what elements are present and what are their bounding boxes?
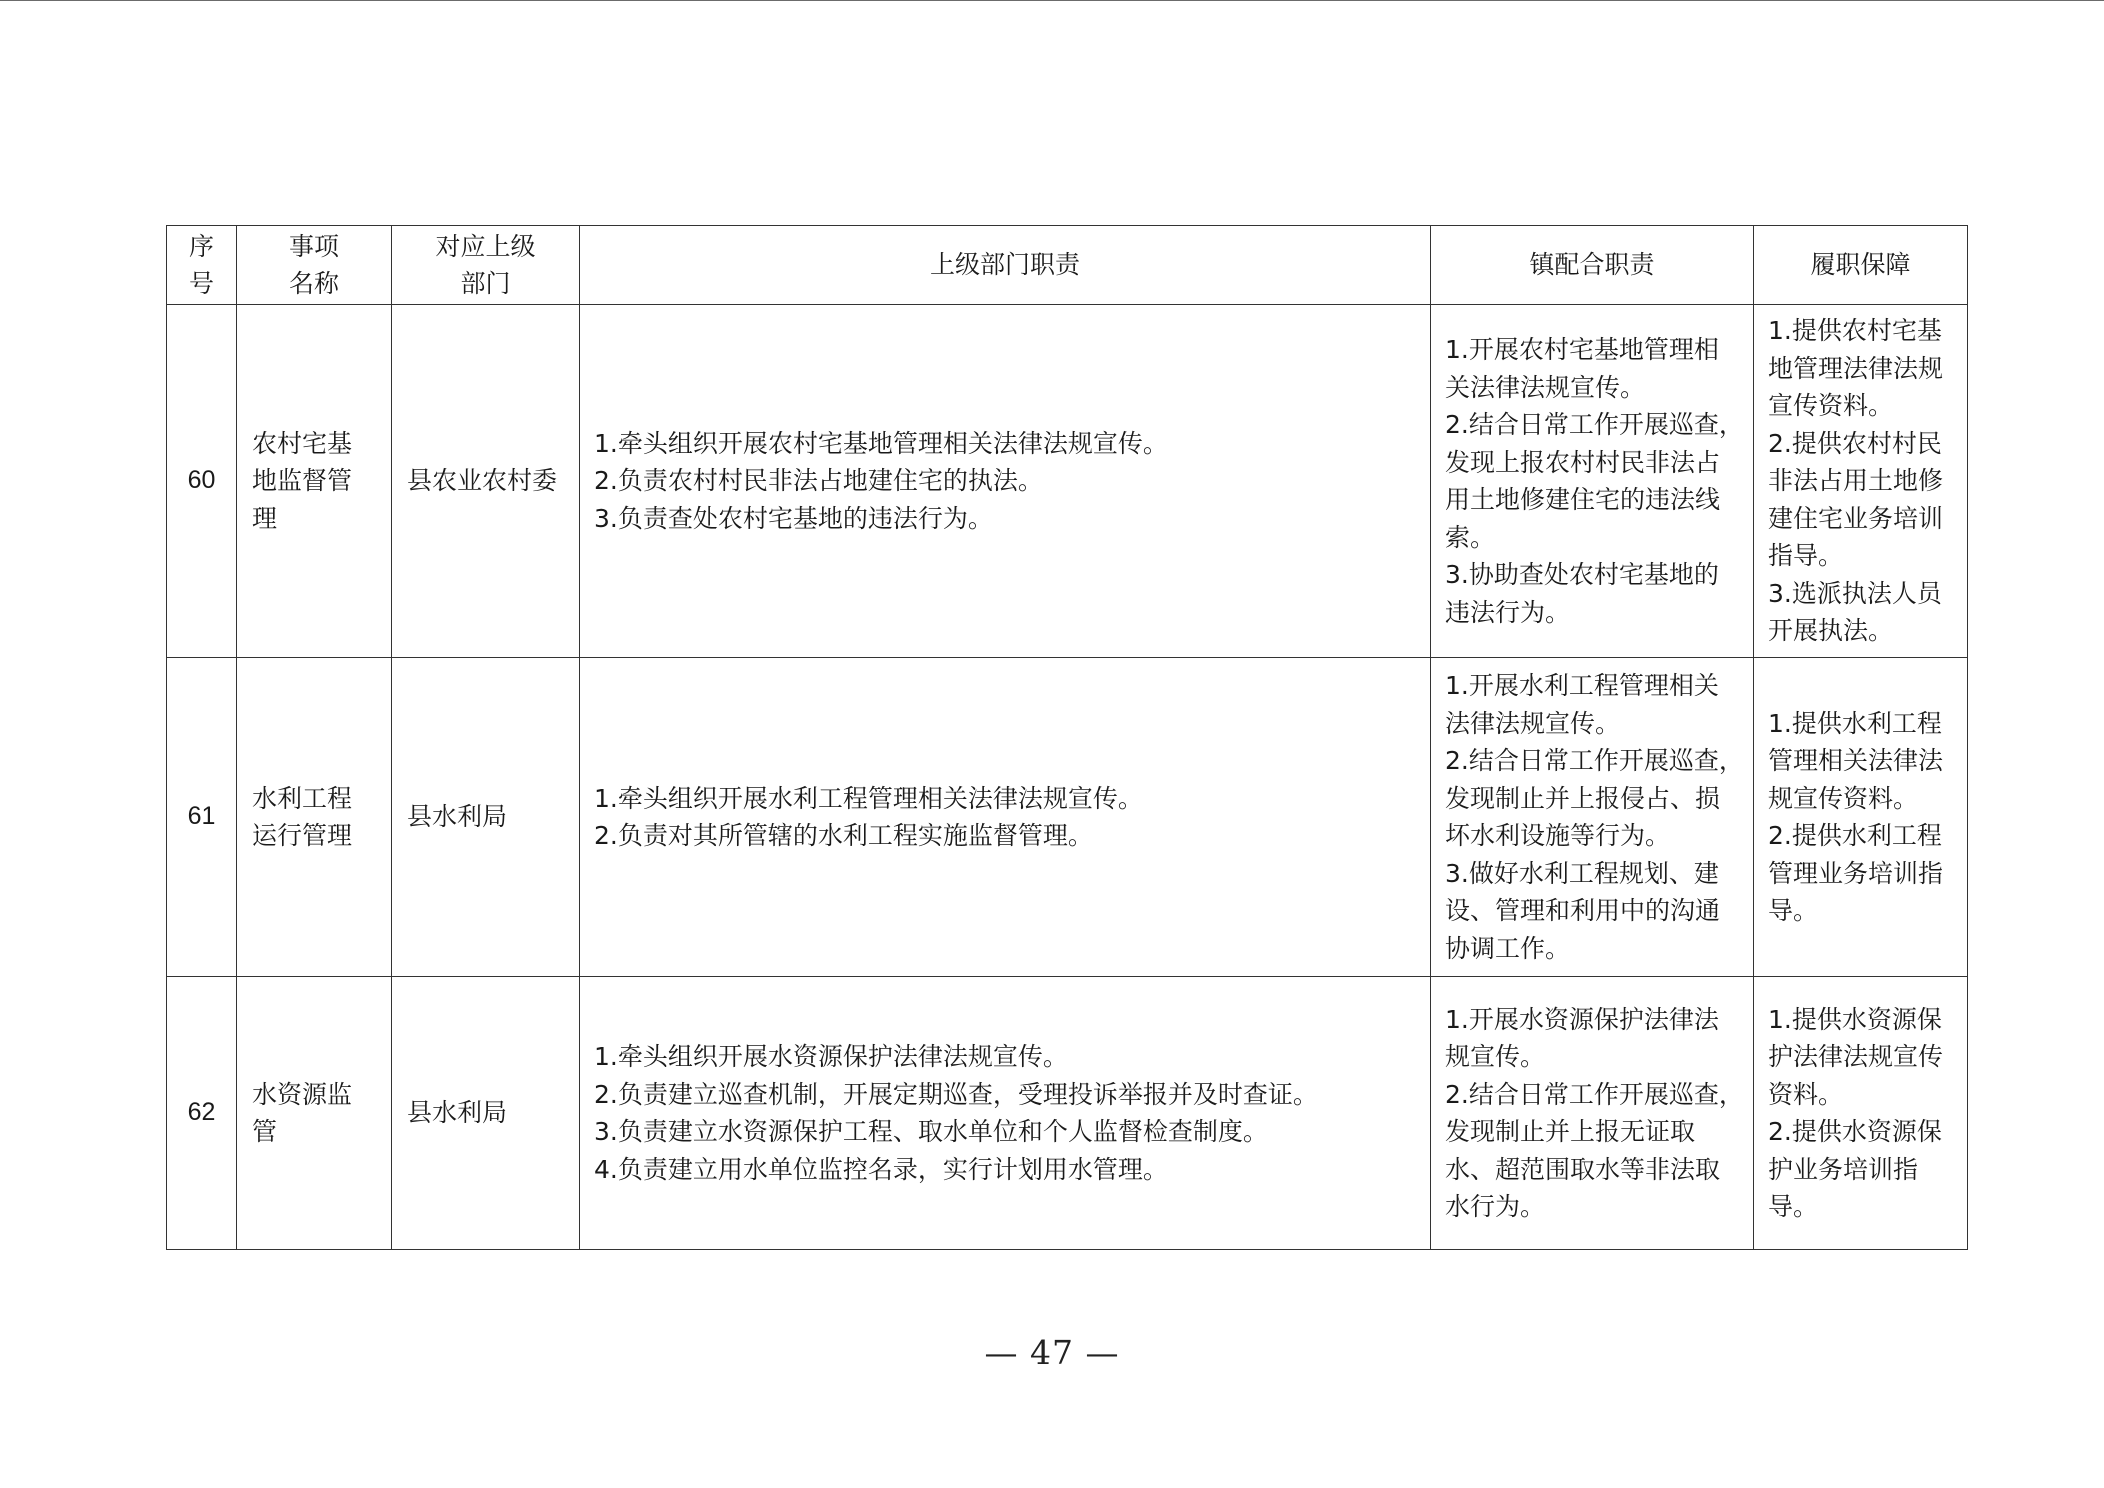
item-name-line: 农村宅基 xyxy=(252,428,353,458)
town-duty-line: 水行为。 xyxy=(1445,1192,1546,1221)
town-duty-line: 发现上报农村村民非法占 xyxy=(1445,447,1721,477)
superior-duty-item: 3.负责建立水资源保护工程、取水单位和个人监督检查制度。 xyxy=(594,1117,1268,1146)
town-duty-line: 违法行为。 xyxy=(1445,597,1571,627)
town-duty-line: 设、管理和利用中的沟通 xyxy=(1445,896,1721,925)
guarantee-line: 2.提供水利工程 xyxy=(1768,821,1942,850)
guarantee-line: 3.选派执法人员 xyxy=(1768,578,1942,608)
row-superior-department: 县水利局 xyxy=(392,658,580,977)
town-duty-line: 法律法规宣传。 xyxy=(1445,708,1621,738)
top-border-line xyxy=(0,0,2104,1)
header-superior-duties: 上级部门职责 xyxy=(580,226,1431,305)
guarantee-line: 地管理法律法规 xyxy=(1768,353,1944,383)
superior-duty-item: 4.负责建立用水单位监控名录，实行计划用水管理。 xyxy=(594,1154,1168,1184)
town-duty-line: 2.结合日常工作开展巡查， xyxy=(1445,746,1744,775)
town-duty-line: 用土地修建住宅的违法线 xyxy=(1445,485,1721,514)
town-duty-line: 发现制止并上报侵占、损 xyxy=(1445,783,1721,813)
row-serial-number: 61 xyxy=(167,658,237,977)
item-name-line: 运行管理 xyxy=(252,821,353,850)
header-item-name xyxy=(237,226,392,305)
guarantee-line: 导。 xyxy=(1768,896,1819,925)
header-superior-department-line: 部门 xyxy=(460,269,511,298)
row-superior-department: 县农业农村委 xyxy=(392,305,580,658)
town-duty-line: 3.协助查处农村宅基地的 xyxy=(1445,560,1719,589)
table-row xyxy=(167,977,1968,1250)
table-row xyxy=(167,305,1968,658)
town-duty-line: 规宣传。 xyxy=(1445,1042,1546,1071)
header-superior-department xyxy=(392,226,580,305)
row-item-name xyxy=(237,977,392,1250)
guarantee-line: 1.提供水利工程 xyxy=(1768,708,1942,738)
table-header-row xyxy=(167,226,1968,305)
town-duty-line: 发现制止并上报无证取 xyxy=(1445,1117,1696,1146)
town-duty-line: 1.开展水利工程管理相关 xyxy=(1445,671,1719,700)
town-duty-line: 2.结合日常工作开展巡查， xyxy=(1445,410,1744,439)
page-number: — 47 — xyxy=(984,1333,1120,1372)
town-duty-line: 1.开展农村宅基地管理相 xyxy=(1445,335,1719,364)
guarantee-line: 2.提供水资源保 xyxy=(1768,1117,1942,1146)
row-superior-duties xyxy=(580,305,1431,658)
row-town-duties xyxy=(1431,305,1754,658)
guarantee-line: 规宣传资料。 xyxy=(1768,783,1919,813)
town-duty-line: 坏水利设施等行为。 xyxy=(1445,821,1671,850)
superior-duty-item: 2.负责农村村民非法占地建住宅的执法。 xyxy=(594,466,1043,496)
item-name-line: 理 xyxy=(252,503,278,533)
row-item-name xyxy=(237,658,392,977)
row-serial-number: 62 xyxy=(167,977,237,1250)
guarantee-line: 导。 xyxy=(1768,1192,1819,1221)
header-serial-line: 号 xyxy=(188,269,214,298)
town-duty-line: 协调工作。 xyxy=(1445,933,1571,963)
guarantee-line: 护法律法规宣传 xyxy=(1768,1042,1944,1071)
row-town-duties xyxy=(1431,658,1754,977)
row-superior-department: 县水利局 xyxy=(392,977,580,1250)
town-duty-line: 1.开展水资源保护法律法 xyxy=(1445,1004,1719,1034)
superior-duty-item: 3.负责查处农村宅基地的违法行为。 xyxy=(594,503,993,533)
header-serial-line: 序 xyxy=(188,232,214,261)
town-duty-line: 索。 xyxy=(1445,522,1496,552)
row-item-name xyxy=(237,305,392,658)
row-duty-guarantee xyxy=(1754,305,1968,658)
header-duty-guarantee: 履职保障 xyxy=(1754,226,1968,305)
town-duty-line: 2.结合日常工作开展巡查， xyxy=(1445,1079,1744,1109)
superior-duty-item: 2.负责对其所管辖的水利工程实施监督管理。 xyxy=(594,821,1093,850)
guarantee-line: 护业务培训指 xyxy=(1768,1154,1919,1184)
responsibility-table xyxy=(166,225,1968,1250)
row-town-duties xyxy=(1431,977,1754,1250)
guarantee-line: 1.提供水资源保 xyxy=(1768,1004,1942,1034)
superior-duty-item: 1.牵头组织开展水资源保护法律法规宣传。 xyxy=(594,1042,1068,1071)
row-superior-duties xyxy=(580,977,1431,1250)
header-serial-number xyxy=(167,226,237,305)
header-item-name-line: 名称 xyxy=(288,269,339,298)
guarantee-line: 1.提供农村宅基 xyxy=(1768,316,1942,346)
guarantee-line: 建住宅业务培训 xyxy=(1768,503,1944,533)
guarantee-line: 2.提供农村村民 xyxy=(1768,428,1942,458)
town-duty-line: 水、超范围取水等非法取 xyxy=(1445,1154,1721,1184)
header-town-duties: 镇配合职责 xyxy=(1431,226,1754,305)
superior-duty-item: 1.牵头组织开展水利工程管理相关法律法规宣传。 xyxy=(594,783,1143,813)
guarantee-line: 资料。 xyxy=(1768,1079,1844,1109)
header-superior-department-line: 对应上级 xyxy=(435,232,536,261)
row-superior-duties xyxy=(580,658,1431,977)
item-name-line: 水资源监 xyxy=(252,1079,353,1109)
superior-duty-item: 2.负责建立巡查机制，开展定期巡查，受理投诉举报并及时查证。 xyxy=(594,1079,1318,1109)
guarantee-line: 宣传资料。 xyxy=(1768,391,1894,421)
item-name-line: 水利工程 xyxy=(252,783,353,813)
town-duty-line: 3.做好水利工程规划、建 xyxy=(1445,858,1719,888)
row-serial-number: 60 xyxy=(167,305,237,658)
header-item-name-line: 事项 xyxy=(288,232,339,261)
guarantee-line: 开展执法。 xyxy=(1768,616,1894,646)
item-name-line: 管 xyxy=(252,1117,278,1146)
item-name-line: 地监督管 xyxy=(252,466,353,496)
superior-duty-item: 1.牵头组织开展农村宅基地管理相关法律法规宣传。 xyxy=(594,428,1168,458)
row-duty-guarantee xyxy=(1754,977,1968,1250)
town-duty-line: 关法律法规宣传。 xyxy=(1445,372,1646,402)
table-row xyxy=(167,658,1968,977)
guarantee-line: 管理相关法律法 xyxy=(1768,746,1944,775)
guarantee-line: 指导。 xyxy=(1768,541,1844,571)
guarantee-line: 非法占用土地修 xyxy=(1768,466,1944,496)
row-duty-guarantee xyxy=(1754,658,1968,977)
guarantee-line: 管理业务培训指 xyxy=(1768,858,1944,888)
